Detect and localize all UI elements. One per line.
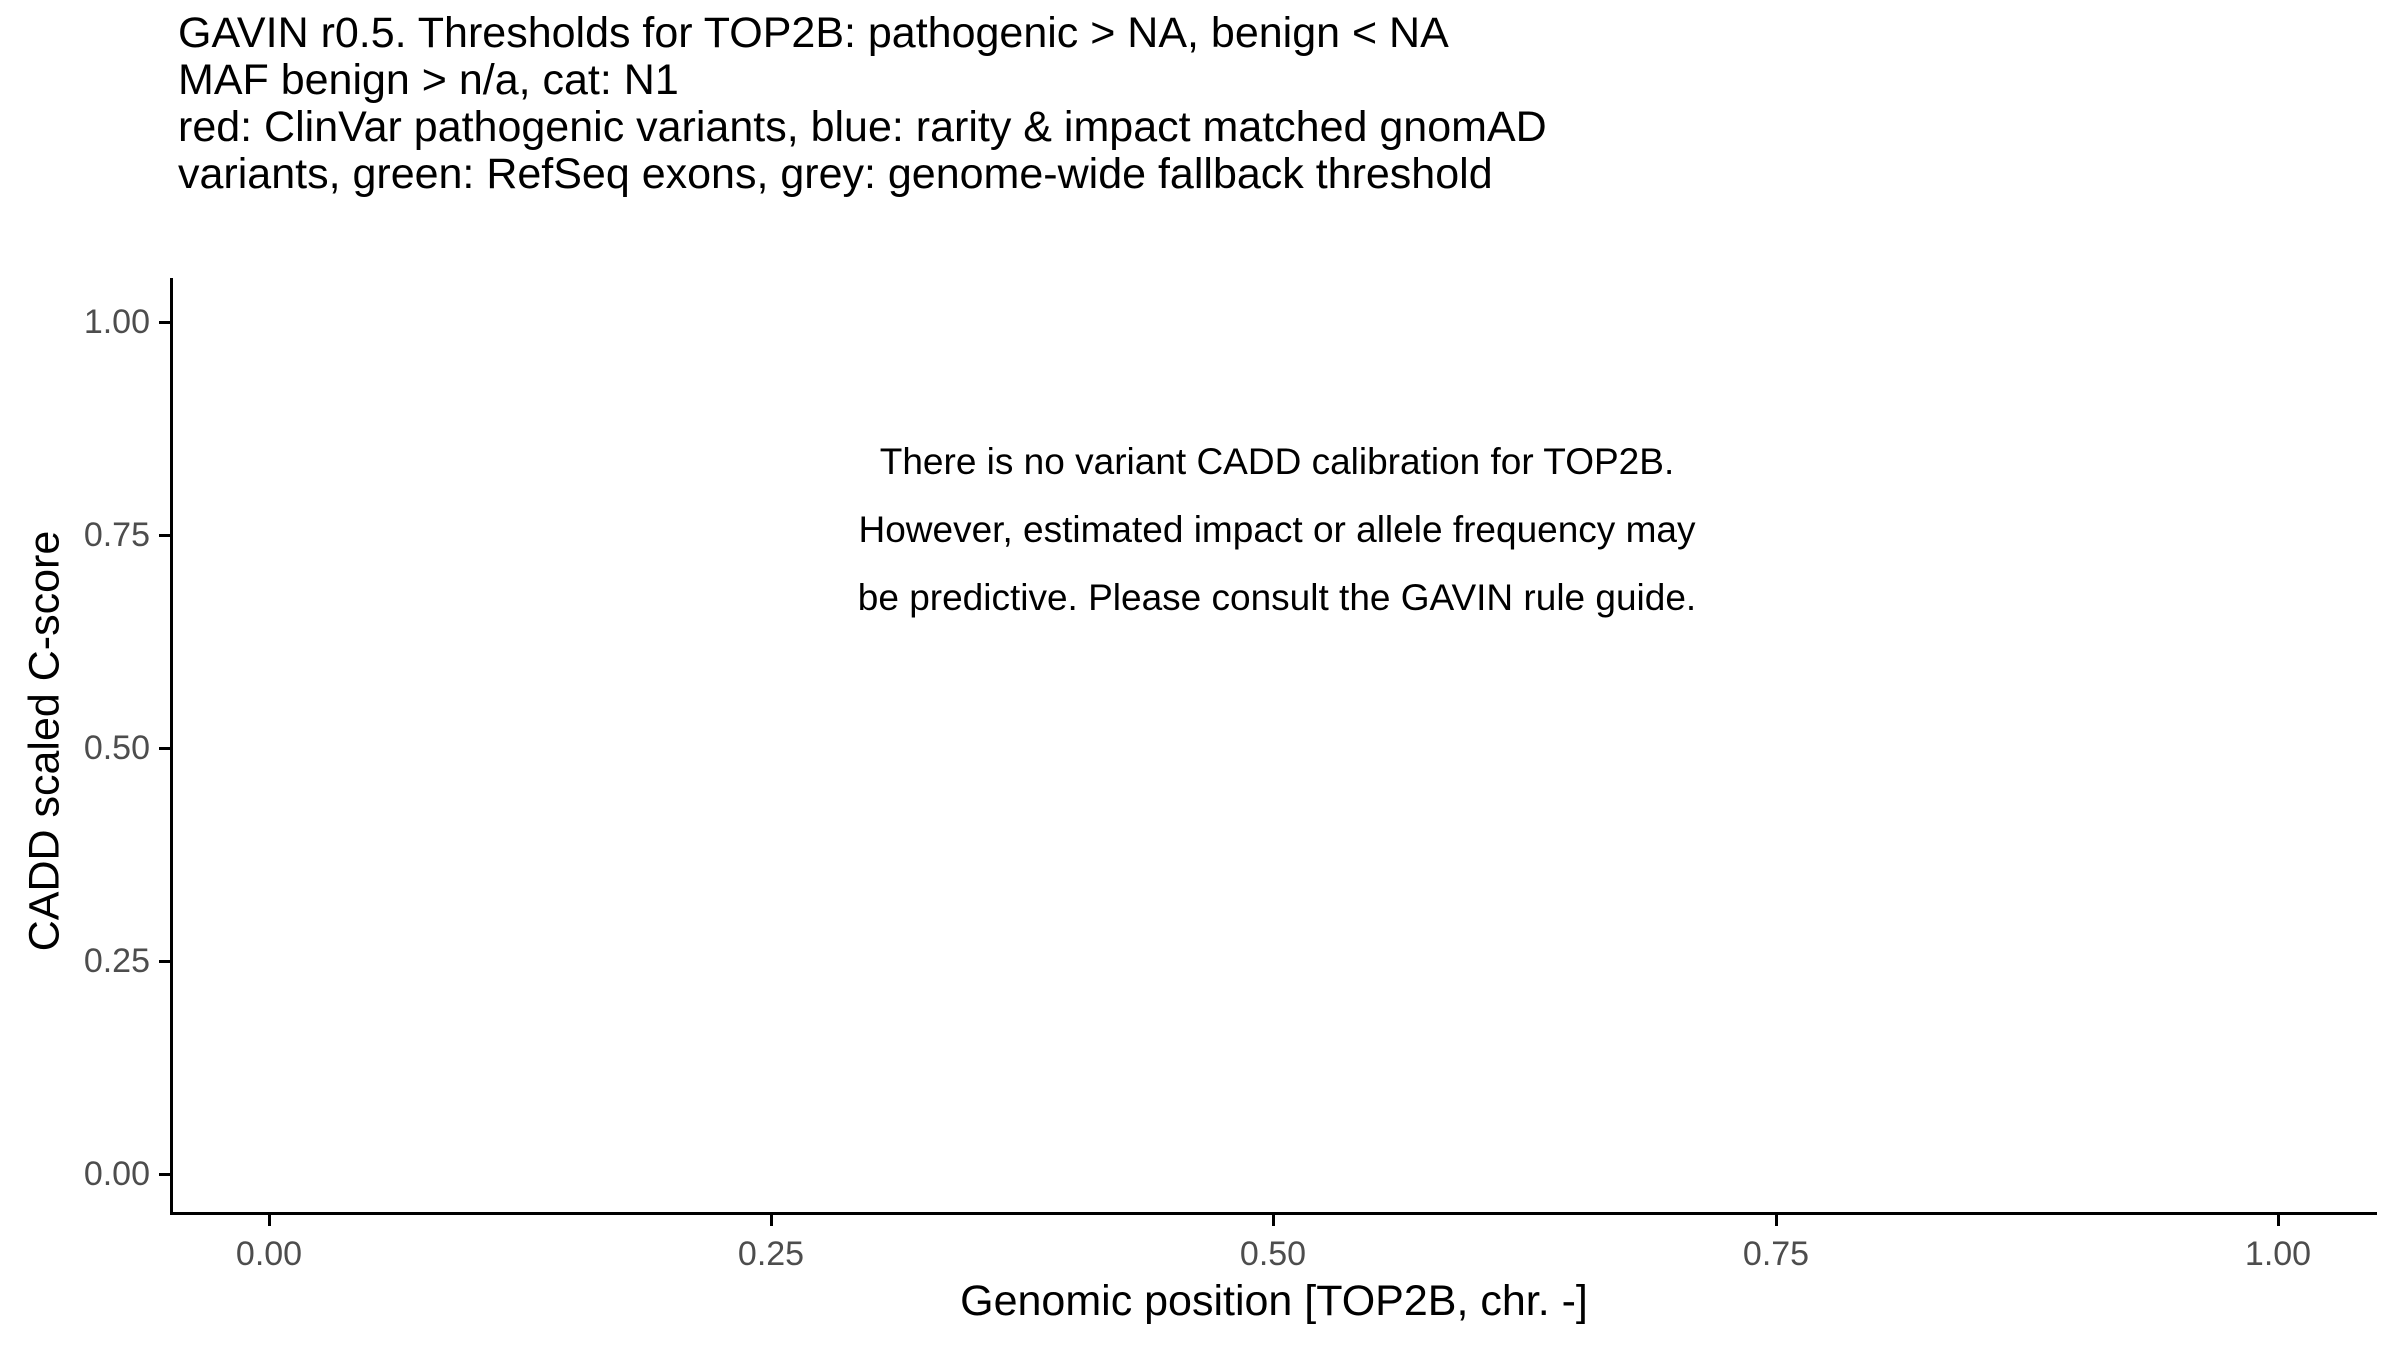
y-tick-label: 0.25 — [83, 942, 150, 980]
x-tick-label: 0.75 — [1742, 1235, 1810, 1273]
y-axis-title: CADD scaled C-score — [20, 530, 69, 952]
no-calibration-message-line-1: There is no variant CADD calibration for TOP2B. — [879, 441, 1675, 482]
plot-panel — [170, 278, 2377, 1215]
x-tick-mark-0.50 — [1272, 1215, 1275, 1226]
x-tick-label: 1.00 — [2244, 1235, 2312, 1273]
chart-title-line-1: GAVIN r0.5. Thresholds for TOP2B: pathogenic > NA, benign < NA — [178, 9, 1449, 57]
x-tick-mark-0.25 — [770, 1215, 773, 1226]
y-tick-mark-0.50 — [159, 747, 171, 750]
y-tick-label: 1.00 — [83, 303, 150, 341]
y-tick-label: 0.50 — [83, 729, 150, 767]
x-tick-mark-0.00 — [268, 1215, 271, 1226]
y-tick-mark-0.00 — [159, 1173, 171, 1176]
y-tick-mark-0.75 — [159, 534, 171, 537]
x-tick-mark-1.00 — [2277, 1215, 2280, 1226]
chart-title-line-2: MAF benign > n/a, cat: N1 — [178, 56, 679, 104]
chart-title-line-3: red: ClinVar pathogenic variants, blue: rarity & impact matched gnomAD — [178, 103, 1547, 151]
no-calibration-message-line-2: However, estimated impact or allele frequency may — [858, 509, 1696, 550]
chart-title-line-4: variants, green: RefSeq exons, grey: genome-wide fallback threshold — [178, 150, 1493, 198]
x-tick-label: 0.50 — [1239, 1235, 1307, 1273]
x-tick-label: 0.25 — [737, 1235, 805, 1273]
y-tick-label: 0.75 — [83, 516, 150, 554]
y-tick-label: 0.00 — [83, 1155, 150, 1193]
x-tick-label: 0.00 — [235, 1235, 303, 1273]
chart-title — [178, 10, 1547, 198]
x-axis-title: Genomic position [TOP2B, chr. -] — [960, 1277, 1588, 1325]
y-tick-mark-1.00 — [159, 321, 171, 324]
no-calibration-message-line-3: be predictive. Please consult the GAVIN rule guide. — [857, 577, 1697, 618]
x-tick-mark-0.75 — [1775, 1215, 1778, 1226]
y-tick-mark-0.25 — [159, 960, 171, 963]
no-calibration-message — [427, 428, 2127, 632]
